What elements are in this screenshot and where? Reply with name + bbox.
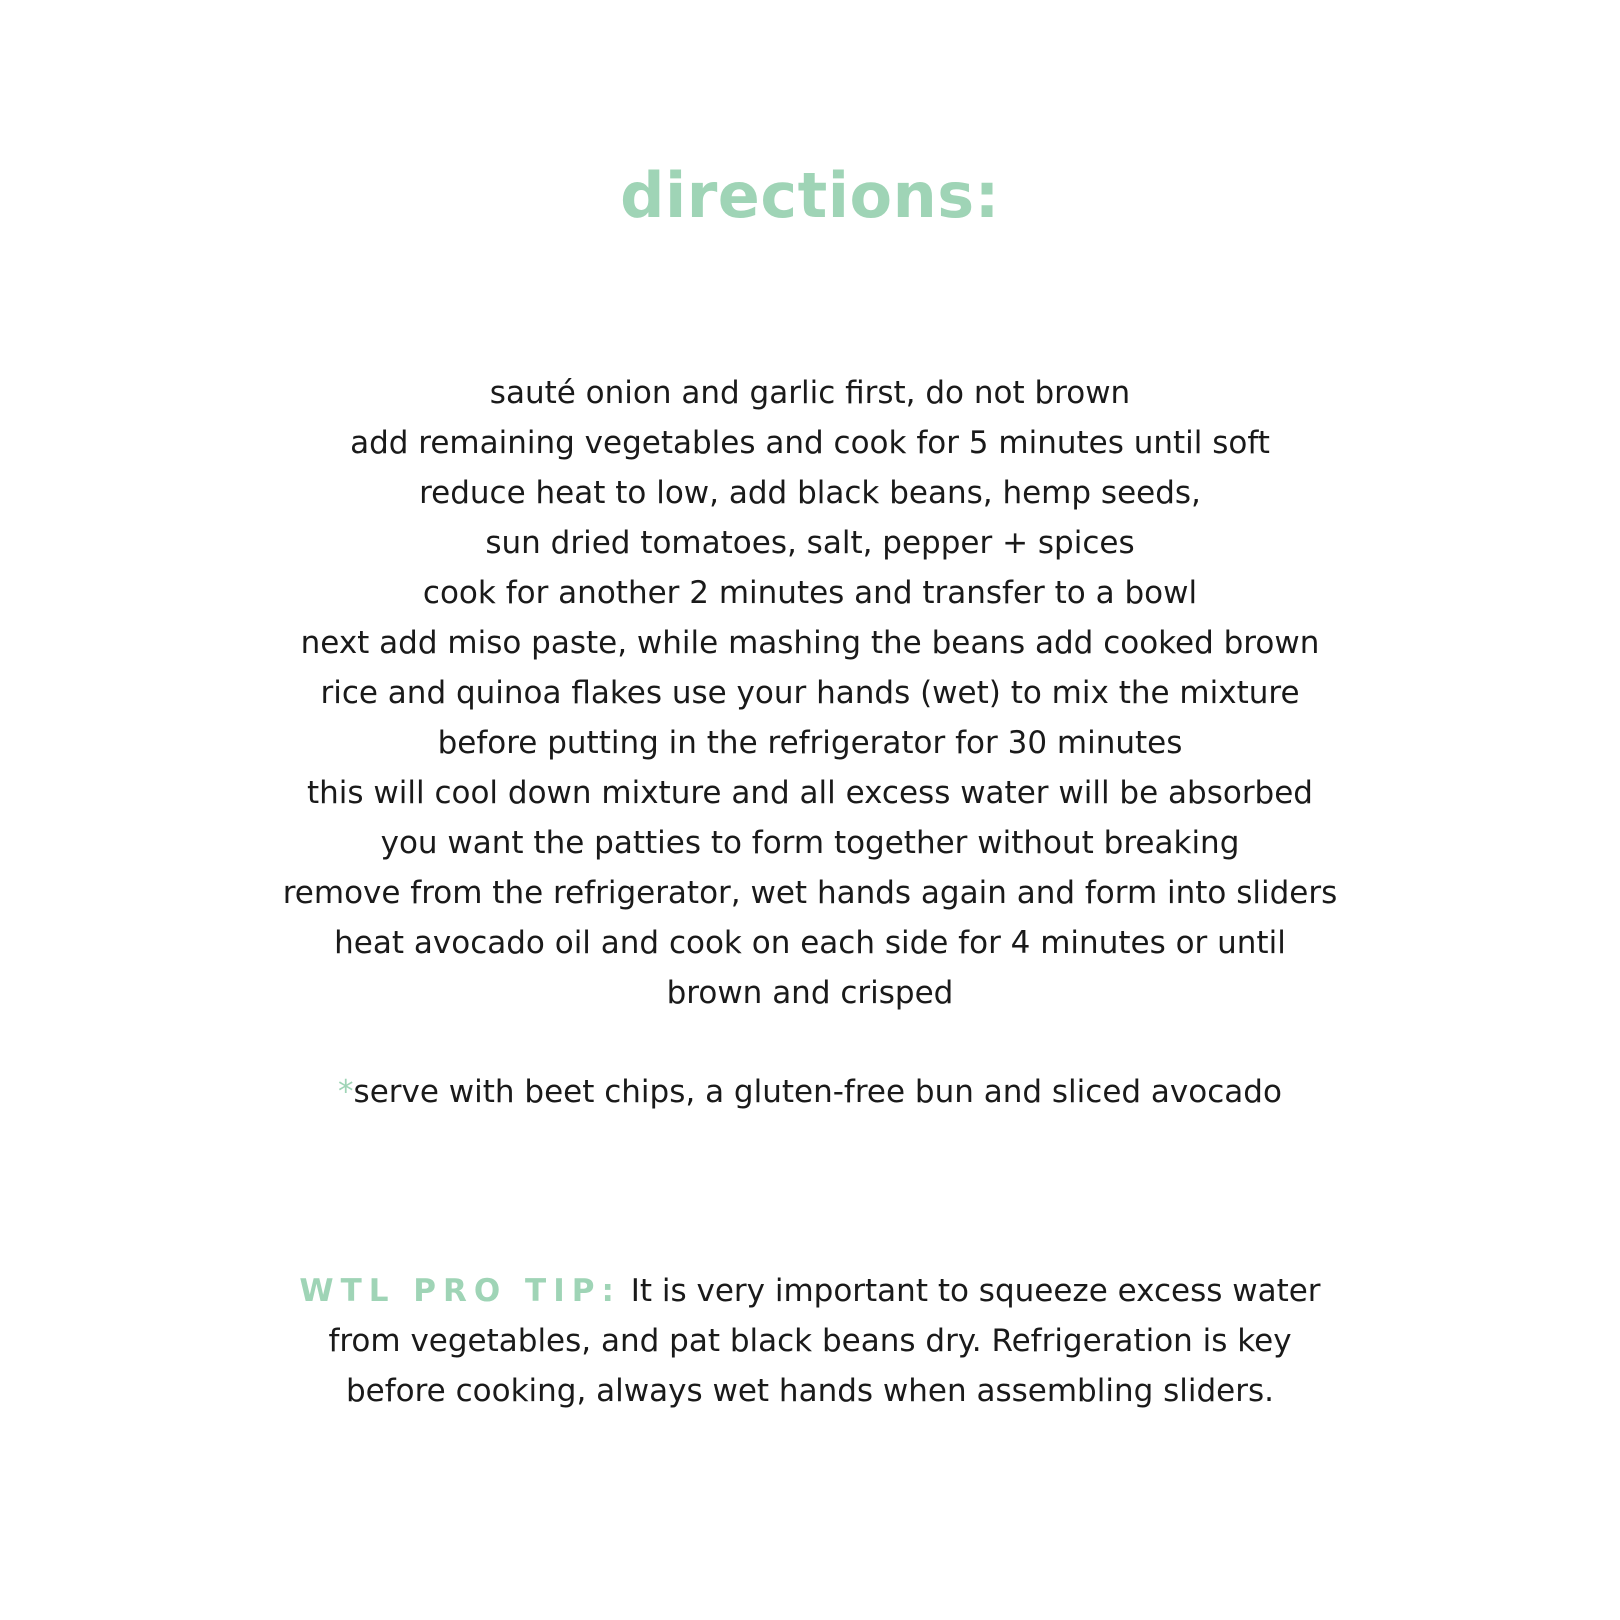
pro-tip-text: It is very important to squeeze excess water [620, 1273, 1321, 1309]
pro-tip [0, 1266, 1620, 1416]
direction-line: add remaining vegetables and cook for 5 minutes until soft [350, 425, 1270, 461]
direction-line: reduce heat to low, add black beans, hemp seeds, [419, 475, 1201, 511]
direction-line: rice and quinoa flakes use your hands (wet) to mix the mixture [320, 675, 1300, 711]
direction-line: sun dried tomatoes, salt, pepper + spices [485, 525, 1135, 561]
serving-suggestion [0, 1067, 1620, 1117]
direction-line: next add miso paste, while mashing the beans add cooked brown [300, 625, 1320, 661]
pro-tip-label: WTL PRO TIP: [299, 1273, 621, 1309]
page-title: directions: [620, 159, 1000, 232]
pro-tip-line: before cooking, always wet hands when assembling sliders. [345, 1373, 1275, 1409]
pro-tip-line: from vegetables, and pat black beans dry. Refrigeration is key [328, 1323, 1292, 1359]
direction-line: remove from the refrigerator, wet hands again and form into sliders [282, 875, 1338, 911]
direction-line: cook for another 2 minutes and transfer to a bowl [422, 575, 1198, 611]
direction-line: brown and crisped [666, 975, 954, 1011]
asterisk-marker: * [338, 1074, 354, 1110]
directions-list [0, 368, 1620, 1018]
direction-line: this will cool down mixture and all excess water will be absorbed [306, 775, 1313, 811]
direction-line: before putting in the refrigerator for 30 minutes [437, 725, 1183, 761]
serving-text: serve with beet chips, a gluten-free bun and sliced avocado [353, 1074, 1282, 1110]
pro-tip-line [0, 1266, 1620, 1316]
direction-line: you want the patties to form together without breaking [380, 825, 1240, 861]
direction-line: heat avocado oil and cook on each side for 4 minutes or until [334, 925, 1286, 961]
direction-line: sauté onion and garlic first, do not brown [489, 375, 1131, 411]
